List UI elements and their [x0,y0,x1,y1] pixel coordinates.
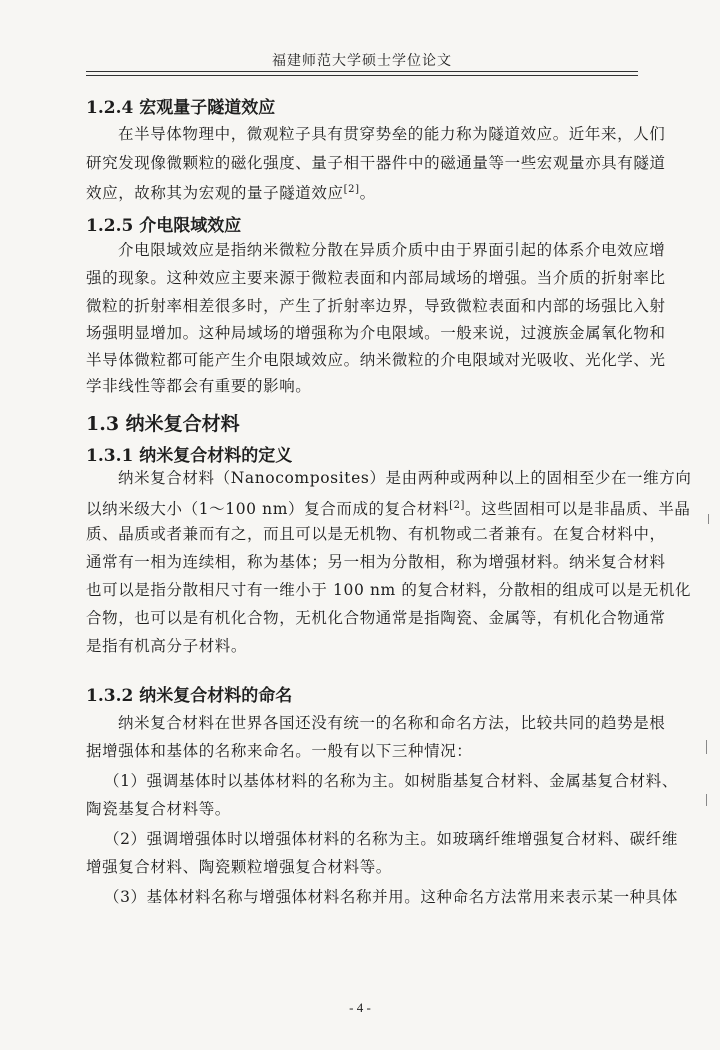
header-rule [86,71,638,72]
section-heading-1-2-4: 1.2.4 宏观量子隧道效应 [86,98,276,118]
paragraph-line: 介电限域效应是指纳米微粒分散在异质介质中由于界面引起的体系介电效应增 [118,241,666,259]
scan-mark [706,794,707,806]
section-heading-1-3-2: 1.3.2 纳米复合材料的命名 [86,686,293,706]
list-item-line: （1）强调基体时以基体材料的名称为主。如树脂基复合材料、金属基复合材料、 [104,772,678,790]
citation-marker: [2] [343,184,360,195]
paragraph-line: 场强明显增加。这种局域场的增强称为介电限域。一般来说，过渡族金属氧化物和 [86,324,666,342]
paragraph-line: 研究发现像微颗粒的磁化强度、量子相干器件中的磁通量等一些宏观量亦具有隧道 [86,154,666,172]
paragraph-line: 通常有一相为连续相，称为基体；另一相为分散相，称为增强材料。纳米复合材料 [86,553,666,571]
paragraph-line: 据增强体和基体的名称来命名。一般有以下三种情况： [86,742,473,760]
section-heading-1-3: 1.3 纳米复合材料 [86,413,240,435]
header-rule-double [86,75,638,76]
section-heading-1-3-1: 1.3.1 纳米复合材料的定义 [86,446,293,466]
paragraph-line: 以纳米级大小（1～100 nm）复合而成的复合材料[2]。这些固相可以是非晶质、半晶 [86,500,691,519]
scan-mark [706,740,707,754]
list-item-line: 陶瓷基复合材料等。 [86,800,231,818]
paragraph-line: 效应，故称其为宏观的量子隧道效应[2]。 [86,184,376,203]
paragraph-line: 学非线性等都会有重要的影响。 [86,377,312,395]
list-item-line: 增强复合材料、陶瓷颗粒增强复合材料等。 [86,858,392,876]
thesis-header-title: 福建师范大学硕士学位论文 [272,53,452,69]
paragraph-line: 半导体微粒都可能产生介电限域效应。纳米微粒的介电限域对光吸收、光化学、光 [86,351,666,369]
list-item-line: （3）基体材料名称与增强体材料名称并用。这种命名方法常用来表示某一种具体 [104,888,678,906]
scan-mark [708,514,709,524]
citation-marker: [2] [449,500,466,511]
paragraph-line: 微粒的折射率相差很多时，产生了折射率边界，导致微粒表面和内部的场强比入射 [86,297,666,315]
paragraph-line: 纳米复合材料在世界各国还没有统一的名称和命名方法，比较共同的趋势是根 [118,714,666,732]
paragraph-line: 纳米复合材料（Nanocomposites）是由两种或两种以上的固相至少在一维方向 [118,469,692,487]
paragraph-line: 合物，也可以是有机化合物，无机化合物通常是指陶瓷、金属等，有机化合物通常 [86,609,666,627]
paragraph-line: 也可以是指分散相尺寸有一维小于 100 nm 的复合材料，分散相的组成可以是无机化 [86,581,692,599]
paragraph-line: 强的现象。这种效应主要来源于微粒表面和内部局域场的增强。当介质的折射率比 [86,269,666,287]
paragraph-line: 在半导体物理中，微观粒子具有贯穿势垒的能力称为隧道效应。近年来，人们 [118,125,666,143]
paragraph-line: 是指有机高分子材料。 [86,637,248,655]
list-item-line: （2）强调增强体时以增强体材料的名称为主。如玻璃纤维增强复合材料、碳纤维 [104,830,678,848]
section-heading-1-2-5: 1.2.5 介电限域效应 [86,216,242,236]
paragraph-line: 质、晶质或者兼而有之，而且可以是无机物、有机物或二者兼有。在复合材料中， [86,525,666,543]
page-number: - 4 - [349,1000,371,1015]
